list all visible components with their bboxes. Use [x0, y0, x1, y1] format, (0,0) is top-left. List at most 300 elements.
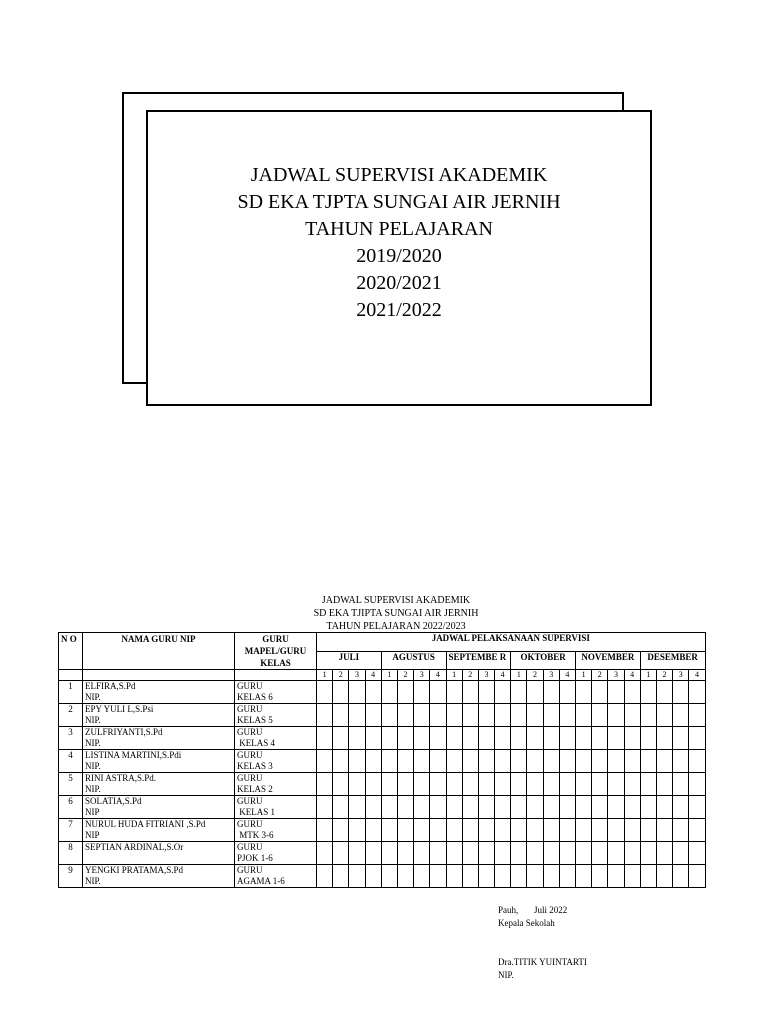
teacher-class: KELAS 5 — [237, 715, 273, 725]
teacher-class: KELAS 6 — [237, 692, 273, 702]
schedule-cell[interactable] — [511, 842, 527, 865]
schedule-cell[interactable] — [381, 842, 397, 865]
schedule-cell[interactable] — [640, 865, 656, 888]
schedule-cell[interactable] — [317, 704, 333, 727]
schedule-cell[interactable] — [381, 865, 397, 888]
cover-title-box — [146, 110, 652, 406]
teacher-cell — [83, 681, 235, 704]
schedule-cell[interactable] — [414, 796, 430, 819]
schedule-cell[interactable] — [559, 750, 575, 773]
teacher-cell — [83, 704, 235, 727]
schedule-cell[interactable] — [527, 773, 543, 796]
schedule-cell[interactable] — [689, 796, 705, 819]
schedule-cell[interactable] — [576, 819, 592, 842]
schedule-cell[interactable] — [495, 842, 511, 865]
schedule-cell[interactable] — [333, 865, 349, 888]
schedule-cell[interactable] — [592, 750, 608, 773]
teacher-class: KELAS 4 — [237, 738, 275, 748]
schedule-cell[interactable] — [673, 865, 689, 888]
schedule-cell[interactable] — [656, 865, 672, 888]
schedule-cell[interactable] — [365, 842, 381, 865]
schedule-cell[interactable] — [559, 819, 575, 842]
month-header: SEPTEMBE R — [446, 651, 511, 670]
schedule-cell[interactable] — [543, 773, 559, 796]
schedule-cell[interactable] — [511, 819, 527, 842]
teacher-class: AGAMA 1-6 — [237, 876, 285, 886]
schedule-cell[interactable] — [608, 865, 624, 888]
schedule-cell[interactable] — [495, 750, 511, 773]
schedule-cell[interactable] — [511, 704, 527, 727]
teacher-class: KELAS 3 — [237, 761, 273, 771]
schedule-cell[interactable] — [446, 727, 462, 750]
schedule-cell[interactable] — [608, 681, 624, 704]
schedule-cell[interactable] — [511, 773, 527, 796]
schedule-cell[interactable] — [430, 681, 446, 704]
week-number: 2 — [333, 670, 349, 681]
schedule-cell[interactable] — [430, 750, 446, 773]
schedule-cell[interactable] — [543, 865, 559, 888]
subject-cell — [235, 727, 317, 750]
schedule-cell[interactable] — [673, 842, 689, 865]
month-header: AGUSTUS — [381, 651, 446, 670]
schedule-cell[interactable] — [414, 750, 430, 773]
schedule-cell[interactable] — [478, 773, 494, 796]
schedule-cell[interactable] — [576, 796, 592, 819]
schedule-cell[interactable] — [624, 750, 640, 773]
schedule-cell[interactable] — [349, 750, 365, 773]
empty-cell — [235, 670, 317, 681]
schedule-cell[interactable] — [592, 842, 608, 865]
schedule-cell[interactable] — [462, 750, 478, 773]
schedule-cell[interactable] — [365, 865, 381, 888]
schedule-cell[interactable] — [430, 819, 446, 842]
schedule-cell[interactable] — [446, 842, 462, 865]
schedule-cell[interactable] — [640, 704, 656, 727]
schedule-cell[interactable] — [673, 750, 689, 773]
schedule-cell[interactable] — [543, 704, 559, 727]
schedule-cell[interactable] — [478, 727, 494, 750]
subject-cell — [235, 704, 317, 727]
schedule-cell[interactable] — [576, 681, 592, 704]
schedule-cell[interactable] — [673, 773, 689, 796]
schedule-cell[interactable] — [527, 704, 543, 727]
schedule-cell[interactable] — [333, 773, 349, 796]
schedule-cell[interactable] — [446, 681, 462, 704]
schedule-cell[interactable] — [414, 681, 430, 704]
schedule-cell[interactable] — [624, 842, 640, 865]
schedule-cell[interactable] — [559, 796, 575, 819]
schedule-cell[interactable] — [397, 704, 413, 727]
schedule-cell[interactable] — [640, 681, 656, 704]
schedule-cell[interactable] — [624, 796, 640, 819]
schedule-cell[interactable] — [381, 704, 397, 727]
schedule-cell[interactable] — [317, 681, 333, 704]
schedule-cell[interactable] — [349, 819, 365, 842]
schedule-cell[interactable] — [624, 865, 640, 888]
schedule-cell[interactable] — [576, 842, 592, 865]
schedule-cell[interactable] — [430, 704, 446, 727]
cover-line: 2019/2020 — [356, 245, 442, 267]
schedule-cell[interactable] — [381, 681, 397, 704]
teacher-role: GURU — [237, 727, 263, 737]
schedule-cell[interactable] — [317, 727, 333, 750]
table-row — [59, 704, 706, 727]
schedule-cell[interactable] — [640, 796, 656, 819]
month-header: DESEMBER — [640, 651, 705, 670]
schedule-heading — [58, 594, 734, 633]
schedule-cell[interactable] — [543, 819, 559, 842]
schedule-cell[interactable] — [349, 773, 365, 796]
week-number: 4 — [365, 670, 381, 681]
teacher-name: ELFIRA,S.Pd — [85, 681, 136, 691]
schedule-cell[interactable] — [430, 796, 446, 819]
week-number: 4 — [689, 670, 705, 681]
schedule-cell[interactable] — [608, 819, 624, 842]
schedule-cell[interactable] — [608, 727, 624, 750]
schedule-cell[interactable] — [673, 681, 689, 704]
row-number: 9 — [59, 865, 83, 888]
month-header: OKTOBER — [511, 651, 576, 670]
schedule-cell[interactable] — [608, 704, 624, 727]
teacher-nip: NIP. — [85, 738, 101, 748]
schedule-cell[interactable] — [397, 865, 413, 888]
teacher-nip: NIP — [85, 807, 100, 817]
schedule-cell[interactable] — [349, 796, 365, 819]
teacher-role: GURU — [237, 750, 263, 760]
schedule-cell[interactable] — [576, 865, 592, 888]
schedule-cell[interactable] — [317, 842, 333, 865]
schedule-cell[interactable] — [527, 819, 543, 842]
schedule-cell[interactable] — [414, 865, 430, 888]
schedule-cell[interactable] — [640, 842, 656, 865]
schedule-cell[interactable] — [495, 865, 511, 888]
schedule-cell[interactable] — [333, 819, 349, 842]
schedule-cell[interactable] — [333, 727, 349, 750]
schedule-heading-line: SD EKA TJIPTA SUNGAI AIR JERNIH — [313, 608, 479, 619]
schedule-heading-line: TAHUN PELAJARAN 2022/2023 — [326, 621, 466, 632]
schedule-cell[interactable] — [462, 796, 478, 819]
teacher-class: KELAS 2 — [237, 784, 273, 794]
schedule-cell[interactable] — [576, 704, 592, 727]
schedule-cell[interactable] — [317, 796, 333, 819]
schedule-cell[interactable] — [414, 704, 430, 727]
row-number: 7 — [59, 819, 83, 842]
schedule-cell[interactable] — [365, 704, 381, 727]
schedule-cell[interactable] — [543, 842, 559, 865]
schedule-cell[interactable] — [430, 773, 446, 796]
schedule-cell[interactable] — [349, 865, 365, 888]
schedule-cell[interactable] — [673, 704, 689, 727]
schedule-cell[interactable] — [446, 750, 462, 773]
schedule-cell[interactable] — [656, 819, 672, 842]
schedule-cell[interactable] — [397, 842, 413, 865]
schedule-cell[interactable] — [624, 727, 640, 750]
teacher-cell — [83, 773, 235, 796]
week-number: 3 — [673, 670, 689, 681]
schedule-cell[interactable] — [689, 773, 705, 796]
schedule-cell[interactable] — [317, 865, 333, 888]
schedule-cell[interactable] — [397, 750, 413, 773]
schedule-cell[interactable] — [640, 727, 656, 750]
schedule-cell[interactable] — [511, 727, 527, 750]
schedule-cell[interactable] — [543, 750, 559, 773]
teacher-nip: NIP. — [85, 784, 101, 794]
teacher-nip: NIP. — [85, 692, 101, 702]
schedule-cell[interactable] — [592, 865, 608, 888]
schedule-cell[interactable] — [673, 796, 689, 819]
place-date: Pauh, Juli 2022 — [498, 905, 568, 915]
schedule-cell[interactable] — [349, 704, 365, 727]
schedule-cell[interactable] — [559, 727, 575, 750]
schedule-cell[interactable] — [397, 796, 413, 819]
schedule-cell[interactable] — [478, 681, 494, 704]
week-number: 1 — [640, 670, 656, 681]
week-number: 1 — [511, 670, 527, 681]
schedule-cell[interactable] — [478, 750, 494, 773]
schedule-cell[interactable] — [462, 773, 478, 796]
schedule-cell[interactable] — [656, 727, 672, 750]
schedule-cell[interactable] — [689, 750, 705, 773]
schedule-cell[interactable] — [365, 750, 381, 773]
empty-cell — [59, 670, 83, 681]
teacher-cell — [83, 865, 235, 888]
schedule-cell[interactable] — [365, 773, 381, 796]
week-number: 1 — [446, 670, 462, 681]
teacher-cell — [83, 842, 235, 865]
cover-line: JADWAL SUPERVISI AKADEMIK — [250, 164, 548, 186]
schedule-cell[interactable] — [446, 865, 462, 888]
table-row — [59, 865, 706, 888]
schedule-cell[interactable] — [527, 750, 543, 773]
schedule-cell[interactable] — [640, 750, 656, 773]
teacher-nip: NIP. — [85, 876, 101, 886]
schedule-cell[interactable] — [656, 750, 672, 773]
schedule-cell[interactable] — [608, 842, 624, 865]
schedule-cell[interactable] — [592, 796, 608, 819]
schedule-cell[interactable] — [689, 819, 705, 842]
schedule-cell[interactable] — [527, 681, 543, 704]
schedule-cell[interactable] — [414, 819, 430, 842]
schedule-cell[interactable] — [592, 704, 608, 727]
schedule-cell[interactable] — [349, 842, 365, 865]
week-number: 3 — [478, 670, 494, 681]
schedule-cell[interactable] — [624, 773, 640, 796]
schedule-cell[interactable] — [317, 819, 333, 842]
schedule-cell[interactable] — [689, 842, 705, 865]
schedule-cell[interactable] — [462, 704, 478, 727]
table-row — [59, 842, 706, 865]
schedule-cell[interactable] — [511, 796, 527, 819]
schedule-cell[interactable] — [592, 681, 608, 704]
schedule-cell[interactable] — [656, 681, 672, 704]
teacher-role: GURU — [237, 681, 263, 691]
schedule-cell[interactable] — [656, 704, 672, 727]
schedule-cell[interactable] — [608, 750, 624, 773]
week-number: 2 — [397, 670, 413, 681]
table-row — [59, 773, 706, 796]
schedule-cell[interactable] — [527, 842, 543, 865]
schedule-cell[interactable] — [317, 773, 333, 796]
schedule-cell[interactable] — [640, 773, 656, 796]
schedule-cell[interactable] — [495, 727, 511, 750]
teacher-role: GURU — [237, 796, 263, 806]
schedule-cell[interactable] — [640, 819, 656, 842]
schedule-cell[interactable] — [462, 681, 478, 704]
schedule-cell[interactable] — [689, 727, 705, 750]
schedule-cell[interactable] — [397, 681, 413, 704]
week-number: 4 — [495, 670, 511, 681]
schedule-cell[interactable] — [462, 727, 478, 750]
schedule-cell[interactable] — [543, 796, 559, 819]
schedule-cell[interactable] — [397, 773, 413, 796]
row-number: 1 — [59, 681, 83, 704]
schedule-cell[interactable] — [689, 865, 705, 888]
schedule-cell[interactable] — [495, 681, 511, 704]
schedule-cell[interactable] — [624, 819, 640, 842]
schedule-cell[interactable] — [365, 796, 381, 819]
schedule-cell[interactable] — [478, 704, 494, 727]
schedule-cell[interactable] — [333, 681, 349, 704]
subject-cell — [235, 819, 317, 842]
schedule-cell[interactable] — [527, 796, 543, 819]
teacher-name: SEPTIAN ARDINAL,S.Or — [85, 842, 184, 852]
schedule-cell[interactable] — [527, 865, 543, 888]
schedule-cell[interactable] — [365, 819, 381, 842]
schedule-cell[interactable] — [478, 865, 494, 888]
schedule-cell[interactable] — [430, 842, 446, 865]
schedule-cell[interactable] — [511, 681, 527, 704]
schedule-heading-line: JADWAL SUPERVISI AKADEMIK — [321, 595, 471, 606]
schedule-cell[interactable] — [559, 865, 575, 888]
schedule-cell[interactable] — [397, 727, 413, 750]
week-number: 3 — [349, 670, 365, 681]
schedule-cell[interactable] — [559, 773, 575, 796]
schedule-cell[interactable] — [608, 796, 624, 819]
signature-space — [498, 930, 587, 956]
week-number: 1 — [381, 670, 397, 681]
schedule-cell[interactable] — [592, 819, 608, 842]
schedule-cell[interactable] — [511, 750, 527, 773]
schedule-cell[interactable] — [381, 750, 397, 773]
schedule-cell[interactable] — [414, 842, 430, 865]
teacher-class: PJOK 1-6 — [237, 853, 273, 863]
schedule-cell[interactable] — [478, 819, 494, 842]
table-row — [59, 727, 706, 750]
table-row — [59, 819, 706, 842]
schedule-cell[interactable] — [381, 819, 397, 842]
schedule-cell[interactable] — [656, 842, 672, 865]
schedule-cell[interactable] — [446, 819, 462, 842]
empty-cell — [83, 670, 235, 681]
schedule-cell[interactable] — [446, 796, 462, 819]
schedule-cell[interactable] — [576, 750, 592, 773]
schedule-cell[interactable] — [559, 842, 575, 865]
schedule-cell[interactable] — [446, 773, 462, 796]
schedule-cell[interactable] — [511, 865, 527, 888]
schedule-cell[interactable] — [624, 681, 640, 704]
schedule-cell[interactable] — [381, 773, 397, 796]
schedule-cell[interactable] — [495, 773, 511, 796]
schedule-cell[interactable] — [559, 681, 575, 704]
schedule-cell[interactable] — [349, 727, 365, 750]
schedule-cell[interactable] — [689, 704, 705, 727]
schedule-cell[interactable] — [656, 773, 672, 796]
teacher-role: GURU — [237, 842, 263, 852]
col-header-mapel: GURU MAPEL/GURU KELAS — [235, 633, 317, 670]
schedule-cell[interactable] — [349, 681, 365, 704]
schedule-cell[interactable] — [462, 819, 478, 842]
schedule-cell[interactable] — [317, 750, 333, 773]
month-header: NOVEMBER — [576, 651, 641, 670]
schedule-cell[interactable] — [527, 727, 543, 750]
schedule-cell[interactable] — [543, 727, 559, 750]
signature-block — [498, 904, 587, 982]
schedule-cell[interactable] — [656, 796, 672, 819]
schedule-cell[interactable] — [462, 865, 478, 888]
schedule-cell[interactable] — [414, 727, 430, 750]
row-number: 5 — [59, 773, 83, 796]
schedule-cell[interactable] — [689, 681, 705, 704]
schedule-cell[interactable] — [576, 773, 592, 796]
teacher-role: GURU — [237, 819, 263, 829]
schedule-cell[interactable] — [333, 842, 349, 865]
teacher-name: NURUL HUDA FITRIANI ,S.Pd — [85, 819, 206, 829]
teacher-name: SOLATIA,S.Pd — [85, 796, 142, 806]
schedule-cell[interactable] — [608, 773, 624, 796]
schedule-cell[interactable] — [478, 796, 494, 819]
schedule-cell[interactable] — [446, 704, 462, 727]
schedule-cell[interactable] — [333, 750, 349, 773]
schedule-cell[interactable] — [592, 727, 608, 750]
schedule-cell[interactable] — [576, 727, 592, 750]
schedule-cell[interactable] — [365, 727, 381, 750]
schedule-cell[interactable] — [543, 681, 559, 704]
schedule-cell[interactable] — [333, 704, 349, 727]
teacher-name: ZULFRIYANTI,S.Pd — [85, 727, 163, 737]
col-header-jadwal: JADWAL PELAKSANAAN SUPERVISI — [317, 633, 706, 652]
schedule-cell[interactable] — [381, 727, 397, 750]
row-number: 8 — [59, 842, 83, 865]
teacher-name: LISTINA MARTINI,S.Pdi — [85, 750, 182, 760]
week-number: 3 — [414, 670, 430, 681]
week-number: 1 — [317, 670, 333, 681]
schedule-cell[interactable] — [673, 727, 689, 750]
schedule-cell[interactable] — [673, 819, 689, 842]
schedule-cell[interactable] — [624, 704, 640, 727]
schedule-cell[interactable] — [495, 796, 511, 819]
schedule-cell[interactable] — [365, 681, 381, 704]
week-number: 3 — [543, 670, 559, 681]
schedule-cell[interactable] — [430, 865, 446, 888]
schedule-cell[interactable] — [430, 727, 446, 750]
row-number: 3 — [59, 727, 83, 750]
schedule-cell[interactable] — [397, 819, 413, 842]
month-header: JULI — [317, 651, 382, 670]
schedule-cell[interactable] — [495, 819, 511, 842]
col-header-name: NAMA GURU NIP — [83, 633, 235, 670]
schedule-cell[interactable] — [478, 842, 494, 865]
schedule-cell[interactable] — [381, 796, 397, 819]
subject-cell — [235, 681, 317, 704]
schedule-cell[interactable] — [559, 704, 575, 727]
subject-cell — [235, 750, 317, 773]
schedule-cell[interactable] — [495, 704, 511, 727]
schedule-cell[interactable] — [333, 796, 349, 819]
cover-line: SD EKA TJPTA SUNGAI AIR JERNIH — [237, 191, 561, 213]
schedule-cell[interactable] — [414, 773, 430, 796]
schedule-cell[interactable] — [592, 773, 608, 796]
schedule-cell[interactable] — [462, 842, 478, 865]
